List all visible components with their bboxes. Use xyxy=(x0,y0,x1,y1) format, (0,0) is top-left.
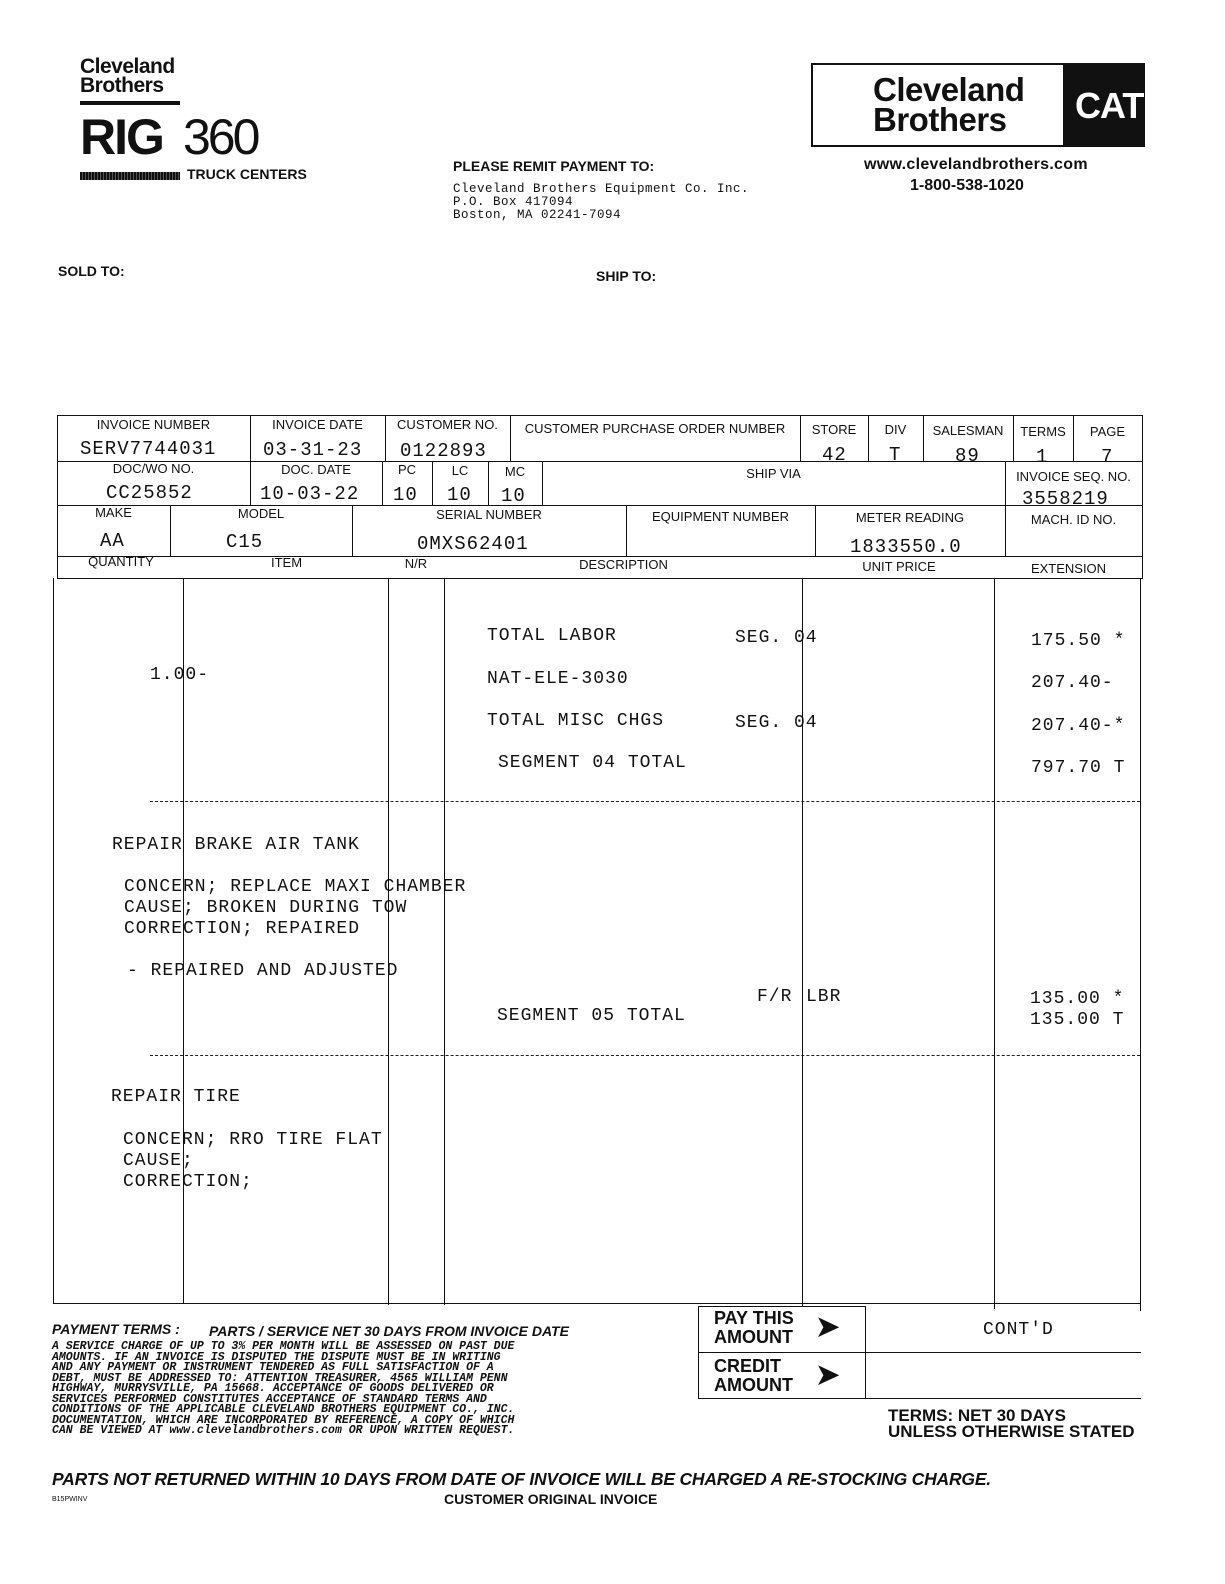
total-labor-amount: 175.50 * xyxy=(1031,631,1126,651)
nat-ele-desc: NAT-ELE-3030 xyxy=(487,669,629,689)
lc-value: 10 xyxy=(447,484,472,506)
segment-05-total-amount: 135.00 T xyxy=(1030,1010,1125,1030)
concern-2: CONCERN; RRO TIRE FLAT xyxy=(123,1130,383,1150)
restocking-notice: PARTS NOT RETURNED WITHIN 10 DAYS FROM DATE OF INVOICE WILL BE CHARGED A RE-STOCKING CHARGE. xyxy=(52,1469,991,1489)
doc-wo-value: CC25852 xyxy=(106,482,193,504)
label-invoice-date: INVOICE DATE xyxy=(272,417,363,432)
segment-05-total-label: SEGMENT 05 TOTAL xyxy=(497,1006,686,1026)
cleveland-cat-logo xyxy=(811,63,1145,147)
customer-original-invoice: CUSTOMER ORIGINAL INVOICE xyxy=(444,1491,658,1507)
label-mach-id: MACH. ID NO. xyxy=(1030,512,1117,527)
payment-terms-text: PARTS / SERVICE NET 30 DAYS FROM INVOICE DATE xyxy=(209,1323,569,1339)
label-extension: EXTENSION xyxy=(1030,561,1107,576)
logo-brand-line1: Cleveland xyxy=(80,55,175,78)
pay-this-label-2: AMOUNT xyxy=(714,1327,793,1347)
label-ship-via: SHIP VIA xyxy=(746,466,801,481)
credit-arrow-icon: ➤ xyxy=(816,1359,840,1390)
credit-label-2: AMOUNT xyxy=(714,1375,793,1395)
total-labor-desc: TOTAL LABOR xyxy=(487,626,617,646)
label-page: PAGE xyxy=(1089,424,1126,439)
logo-subtitle: TRUCK CENTERS xyxy=(187,166,307,182)
phone: 1-800-538-1020 xyxy=(910,177,1024,194)
total-misc-amount: 207.40-* xyxy=(1031,716,1126,736)
terms-value: 1 xyxy=(1036,446,1049,468)
ship-to-label: SHIP TO: xyxy=(596,268,657,284)
website[interactable]: www.clevelandbrothers.com xyxy=(864,156,1088,173)
label-div: DIV xyxy=(884,422,907,437)
fine-print-1: AMOUNTS. IF AN INVOICE IS DISPUTED THE DISPUTE MUST BE IN WRITING xyxy=(52,1351,501,1364)
label-mc: MC xyxy=(504,464,526,479)
label-customer-po: CUSTOMER PURCHASE ORDER NUMBER xyxy=(524,421,786,436)
lbr-label: LBR xyxy=(806,987,842,1007)
mc-value: 10 xyxy=(501,485,526,507)
repair-brake-heading: REPAIR BRAKE AIR TANK xyxy=(112,835,360,855)
payment-terms-label: PAYMENT TERMS : xyxy=(52,1321,180,1337)
label-doc-wo: DOC/WO NO. xyxy=(112,461,195,476)
fine-print-5: SERVICES PERFORMED CONSTITUTES ACCEPTANCE OF STANDARD TERMS AND xyxy=(52,1393,487,1406)
remit-line2: P.O. Box 417094 xyxy=(453,195,574,209)
customer-no-value: 0122893 xyxy=(400,440,487,462)
logo-brand-line2: Brothers xyxy=(80,74,164,97)
fine-print-2: AND ANY PAYMENT OR INSTRUMENT TENDERED AS FULL SATISFACTION OF A xyxy=(52,1361,494,1374)
page-value: 7 xyxy=(1101,446,1114,468)
segment-04-total-amount: 797.70 T xyxy=(1031,758,1126,778)
fine-print-8: CAN BE VIEWED AT www.clevelandbrothers.com OR UPON WRITTEN REQUEST. xyxy=(52,1424,515,1437)
label-doc-date: DOC. DATE xyxy=(281,462,351,477)
label-invoice-number: INVOICE NUMBER xyxy=(96,417,211,432)
store-value: 42 xyxy=(822,444,847,466)
doc-date-value: 10-03-22 xyxy=(260,483,360,505)
credit-label-1: CREDIT xyxy=(714,1356,781,1376)
salesman-value: 89 xyxy=(955,445,980,467)
make-value: AA xyxy=(100,530,125,552)
label-serial: SERIAL NUMBER xyxy=(436,507,542,522)
total-misc-desc: TOTAL MISC CHGS xyxy=(487,711,665,731)
fine-print-0: A SERVICE CHARGE OF UP TO 3% PER MONTH WILL BE ASSESSED ON PAST DUE xyxy=(52,1340,515,1353)
cat-logo-line1: Cleveland xyxy=(873,71,1025,108)
quantity-value: 1.00- xyxy=(150,665,210,685)
label-description: DESCRIPTION xyxy=(579,557,668,572)
label-customer-no: CUSTOMER NO. xyxy=(397,417,498,432)
repair-tire-heading: REPAIR TIRE xyxy=(111,1087,241,1107)
form-code: B15PWINV xyxy=(52,1496,88,1503)
terms-net-line1: TERMS: NET 30 DAYS xyxy=(888,1406,1066,1425)
logo-rig: RIG xyxy=(80,109,163,165)
pay-this-label-1: PAY THIS xyxy=(714,1308,794,1328)
div-value: T xyxy=(889,444,902,466)
label-store: STORE xyxy=(811,422,857,437)
label-unit-price: UNIT PRICE xyxy=(862,559,936,574)
sold-to-label: SOLD TO: xyxy=(58,263,125,279)
label-quantity: QUANTITY xyxy=(88,554,154,569)
repaired-adjusted: - REPAIRED AND ADJUSTED xyxy=(127,961,399,981)
pc-value: 10 xyxy=(393,484,418,506)
cat-logo-line2: Brothers xyxy=(873,101,1007,138)
label-terms: TERMS xyxy=(1020,424,1066,439)
fine-print-7: DOCUMENTATION, WHICH ARE INCORPORATED BY REFERENCE, A COPY OF WHICH xyxy=(52,1414,515,1427)
cause-1: CAUSE; BROKEN DURING TOW xyxy=(124,898,408,918)
label-pc: PC xyxy=(397,462,417,477)
cat-badge xyxy=(1063,65,1145,147)
segment-05-line-amount: 135.00 * xyxy=(1030,989,1125,1009)
label-item: ITEM xyxy=(270,555,303,570)
fr-label: F/R xyxy=(757,987,793,1007)
correction-1: CORRECTION; REPAIRED xyxy=(124,919,361,939)
remit-line3: Boston, MA 02241-7094 xyxy=(453,208,622,222)
label-equipment: EQUIPMENT NUMBER xyxy=(652,509,789,524)
correction-2: CORRECTION; xyxy=(123,1172,253,1192)
label-model: MODEL xyxy=(237,506,285,521)
logo-360: 360 xyxy=(183,109,258,165)
remit-heading: PLEASE REMIT PAYMENT TO: xyxy=(453,158,655,174)
fine-print-4: HIGHWAY, MURRYSVILLE, PA 15668. ACCEPTANCE OF GOODS DELIVERED OR xyxy=(52,1382,494,1395)
label-make: MAKE xyxy=(95,505,132,520)
total-labor-seg: SEG. 04 xyxy=(735,628,818,648)
invoice-number-value: SERV7744031 xyxy=(80,438,217,460)
remit-line1: Cleveland Brothers Equipment Co. Inc. xyxy=(453,182,750,196)
fine-print-6: CONDITIONS OF THE APPLICABLE CLEVELAND BROTHERS EQUIPMENT CO., INC. xyxy=(52,1403,515,1416)
model-value: C15 xyxy=(226,531,264,553)
concern-1: CONCERN; REPLACE MAXI CHAMBER xyxy=(124,877,467,897)
invoice-seq-value: 3558219 xyxy=(1022,488,1109,510)
label-lc: LC xyxy=(451,463,469,478)
total-misc-seg: SEG. 04 xyxy=(735,713,818,733)
rig360-logo xyxy=(80,55,310,185)
invoice-date-value: 03-31-23 xyxy=(263,439,363,461)
cause-2: CAUSE; xyxy=(123,1151,194,1171)
label-invoice-seq: INVOICE SEQ. NO. xyxy=(1016,469,1131,484)
meter-value: 1833550.0 xyxy=(850,536,962,558)
segment-04-total-label: SEGMENT 04 TOTAL xyxy=(498,753,687,773)
terms-net-line2: UNLESS OTHERWISE STATED xyxy=(888,1422,1135,1441)
serial-value: 0MXS62401 xyxy=(417,533,529,555)
cat-badge-text: CAT xyxy=(1075,85,1144,126)
pay-this-value: CONT'D xyxy=(983,1320,1054,1340)
pay-arrow-icon: ➤ xyxy=(816,1311,840,1342)
nat-ele-amount: 207.40- xyxy=(1031,673,1114,693)
fine-print-3: DEBT, MUST BE ADDRESSED TO: ATTENTION TREASURER, 4565 WILLIAM PENN xyxy=(52,1372,508,1385)
label-meter: METER READING xyxy=(855,510,965,525)
label-nr: N/R xyxy=(404,556,428,571)
label-salesman: SALESMAN xyxy=(932,423,1004,438)
